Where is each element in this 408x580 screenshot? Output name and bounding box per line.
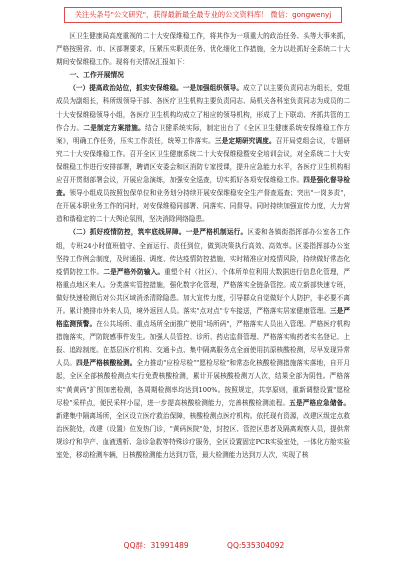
subpoint-title: 四是严格核酸检测。: [76, 359, 137, 368]
subpoint-title: 三是严格监测预警。: [56, 306, 350, 329]
subpoint-title: 三是定期研究调度。: [214, 136, 276, 145]
subpoint-title: 一是加强组织领导。: [182, 84, 244, 93]
subpoint-title: 二是制定方案措施。: [83, 123, 145, 132]
subpoint-text: 全力推动"应检尽检""愿检尽检"和常态化核酸检测措施落实落地，自开月起，全区全部核酸检测点实行免费核酸检测，累计开展核酸检测万人次，结果全部为阴性。严格落实"黄黄码"扩围加密检测，各周期检测率均达到100%。按照规定，共享原则，重新调整设置"愿检尽检"采样点，便民采样小屋，进一步提高核酸检测能力，完善核酸检测流程。: [56, 359, 350, 407]
subpoint-text: 结合卫健系统实际，制定出台了《全区卫生健康系统安保维稳工作方案》，明确工作任务，压实工作责任，统筹工作落实。: [56, 123, 350, 145]
footer-qq: QQ:535304092: [227, 541, 285, 550]
paragraph-lead: （一）提高政治站位，抓实安保维稳。: [69, 84, 183, 93]
footer-qq-group: QQ群：31991489: [123, 541, 189, 550]
subpoint-text: 领导小组成员按照包保单位和业务划分持续开展安保维稳安全生产督查巡查；突出"一岗多责"，在开展本职业务工作的同时，对安保维稳同部署、同落实、同督导。同时持续加强宣传力度，大力营造和谐稳定的二十大舆论氛围，坚决消除网络隐患。: [56, 189, 350, 224]
paragraph-political-stance: [56, 82, 350, 226]
subpoint-title: 五是严格应急储备。: [289, 398, 350, 407]
subpoint-text: 召开局党组会议，专题研究二十大安保维稳工作。召开全区卫生健康系统二十大安保维稳暨安全培训会议，对全系统二十大安保维稳工作进行安排部署，聘请区安委会和区消防专家授课，提升应急能力水平，各医疗卫生机构相应召开贯彻部署会议，开展应急演练，加强安全巡查，切实抓好各项安保维稳工作。: [56, 136, 350, 185]
subpoint-title: 二是严格外防输入。: [103, 267, 165, 276]
header-banner: 关注头条号"公文研究"，获得最新最全最专业的公文资料库！ 微信：gongwenyj: [64, 7, 342, 23]
intro-paragraph: 区卫生健康局高度重视的二十大安保维稳工作，将其作为一项重大的政治任务、头等大事来抓，严格按照省、市、区部署要求，压紧压实职责任务、优化细化工作措施，全力以赴抓好全系统二十大期间安保维稳工作。现将有关情况汇报如下：: [56, 32, 350, 67]
paragraph-epidemic-control: [56, 226, 350, 462]
subpoint-text: 区委和各镇街指挥部办公室各工作组，专班24小时值班值守、全面运行、责任到位，做到决策执行高效、高效率。区委指挥部办公室坚持工作例会制度，及时通报、调度、传达疫情防控措施，实时精准应对疫情风险，持续做好常态化疫情防控工作。: [56, 228, 350, 276]
footer-contact: [0, 539, 408, 553]
subpoint-text: 成立了以主要负责同志为组长，党组成员为副组长，科所级领导干部、各医疗卫生机构主要负责同志、局机关各科室负责同志为成员的二十大安保维稳领导小组，各医疗卫生机构均成立了相应的领导机构，形成了上下联动、齐抓共管的工作合力。: [56, 84, 350, 132]
subpoint-title: 四是强化督导检查。: [56, 176, 350, 198]
document-body: [56, 30, 350, 542]
section-heading: 一、工作开展情况: [69, 71, 124, 80]
subpoint-text: 重塑个村（社区）、个体所单位利用大数据进行信息化管理，严格重点地区来人。分类落实管控措施，强化数字化管理，严格落实全链条管控。成立新部快速专班，做好快速检测后对公共区域消杀清除隐患。加大宣传力度，引导群众自觉做好个人防护，非必要不离开。累计摸排市外来人员，境外返回人员。落实"点对点"专车接送，严格落实居家健康管理。: [56, 267, 350, 315]
subpoint-text: 新建集中隔离场所，全区设立医疗救治保障，核酸检测点医疗机构。依托现有资源，改建区级定点救治医院处，改建（设置）位发热门诊，"黄码医院"处，封控区、管控区患者及隔离观察人员，提供常规诊疗和孕产、血液透析、急诊急救等特殊诊疗服务，全区设置固定PCR实验室处，一体化方舱实验室处，移动检测车辆，日核酸检测能力达到万管，最大检测能力达到万人次，实现了核: [56, 411, 350, 459]
subpoint-text: 在公共场所、重点场所全面推广使用"场所码"，严格落实人员出入管理。严格医疗机构措施落实，严防院感事件发生。加强人员管控、诊所、药店监督管理、严格落实购药者实名登记、上报、追踪制度。在基层医疗机构、交通卡点、集中隔离服务点全面使用抗原核酸检测，尽早发现异常人员。: [56, 320, 350, 368]
paragraph-lead: （二）抓好疫情防控，筑牢底线屏障。: [69, 228, 186, 237]
subpoint-title: 一是严格机制运行。: [185, 228, 248, 237]
